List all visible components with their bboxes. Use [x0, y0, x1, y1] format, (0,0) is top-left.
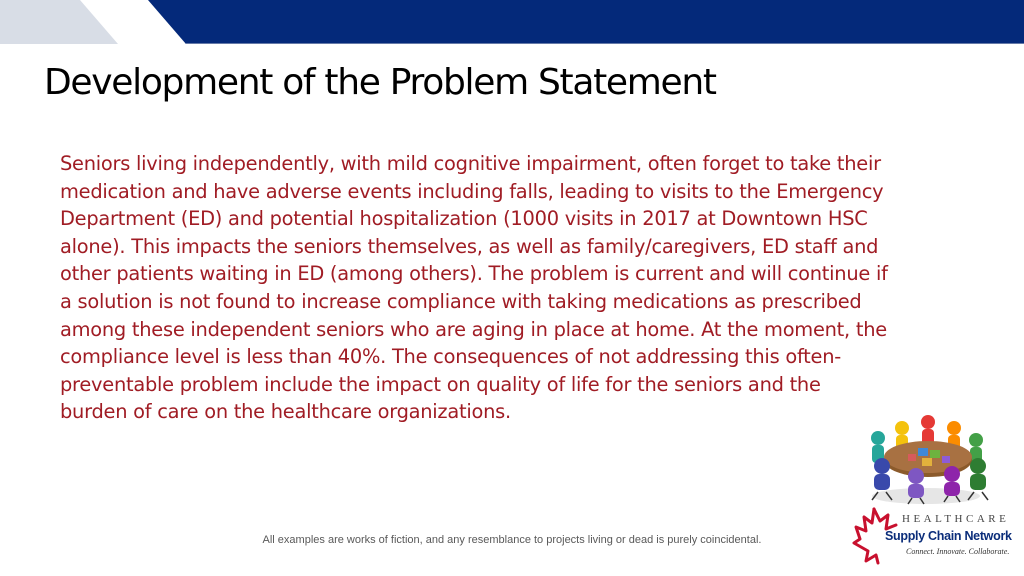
body-line: other patients waiting in ED (among others). The problem is current and will continue if [60, 262, 888, 286]
body-line: medication and have adverse events including falls, leading to visits to the Emergency [60, 179, 884, 203]
problem-statement-text [60, 150, 990, 426]
team-meeting-icon [856, 410, 996, 506]
body-line: compliance level is less than 40%. The consequences of not addressing this often- [60, 345, 842, 369]
top-banner [0, 0, 1024, 44]
disclaimer-footer: All examples are works of fiction, and any resemblance to projects living or dead is purely coincidental. [262, 534, 762, 546]
body-line: burden of care on the healthcare organizations. [60, 400, 511, 424]
body-line: preventable problem include the impact on quality of life for the seniors and the [60, 372, 821, 396]
body-line: among these independent seniors who are aging in place at home. At the moment, the [60, 317, 887, 341]
body-line: a solution is not found to increase compliance with taking medications as prescribed [60, 289, 862, 313]
body-line: Seniors living independently, with mild cognitive impairment, often forget to take their [60, 152, 881, 175]
body-line: alone). This impacts the seniors themselves, as well as family/caregivers, ED staff and [60, 234, 879, 258]
hscn-logo [852, 507, 1022, 565]
body-line: Department (ED) and potential hospitalization (1000 visits in 2017 at Downtown HSC [60, 207, 868, 231]
logo-line-healthcare: HEALTHCARE [902, 513, 1010, 525]
banner-navy-bar [148, 0, 1024, 44]
logo-line-network: Supply Chain Network [885, 529, 1012, 543]
slide-title: Development of the Problem Statement [44, 62, 716, 103]
logo-tagline: Connect. Innovate. Collaborate. [906, 547, 1010, 556]
